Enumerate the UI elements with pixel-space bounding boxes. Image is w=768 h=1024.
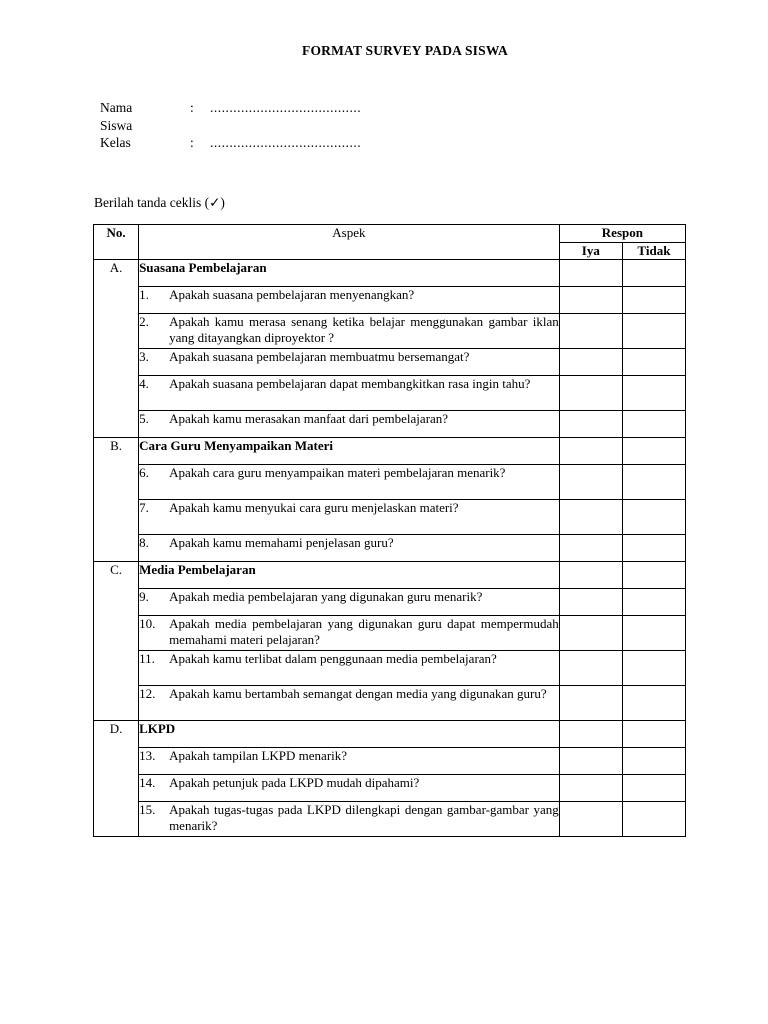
question-number: 11. <box>139 651 155 666</box>
field-kelas <box>100 134 361 152</box>
question-number: 3. <box>139 349 149 364</box>
student-info-fields <box>100 99 361 152</box>
question-row <box>94 651 686 686</box>
field-colon: : <box>190 135 194 150</box>
response-tidak-checkbox[interactable] <box>622 802 685 837</box>
question-number: 6. <box>139 465 149 480</box>
question-row <box>94 686 686 721</box>
question-row <box>94 535 686 562</box>
response-tidak-cell[interactable] <box>622 260 685 287</box>
field-colon: : <box>190 100 194 115</box>
question-row <box>94 314 686 349</box>
question-row <box>94 748 686 775</box>
question-row <box>94 411 686 438</box>
response-tidak-checkbox[interactable] <box>622 686 685 721</box>
question-row <box>94 775 686 802</box>
survey-table <box>93 224 686 837</box>
section-letter: B. <box>94 438 139 562</box>
question-text: Apakah media pembelajaran yang digunakan guru dapat mempermudah memahami materi pelajaran? <box>169 616 559 647</box>
response-tidak-checkbox[interactable] <box>622 535 685 562</box>
response-tidak-checkbox[interactable] <box>622 287 685 314</box>
question-row <box>94 589 686 616</box>
response-iya-checkbox[interactable] <box>559 314 622 349</box>
question-text: Apakah kamu bertambah semangat dengan media yang digunakan guru? <box>169 686 547 701</box>
field-blank-line[interactable]: ....................................... <box>210 135 362 150</box>
question-number: 12. <box>139 686 156 701</box>
question-cell <box>139 686 560 721</box>
response-iya-checkbox[interactable] <box>559 616 622 651</box>
response-iya-checkbox[interactable] <box>559 349 622 376</box>
question-text: Apakah suasana pembelajaran menyenangkan? <box>169 287 415 302</box>
section-title: Cara Guru Menyampaikan Materi <box>139 438 560 465</box>
response-tidak-checkbox[interactable] <box>622 500 685 535</box>
question-number: 13. <box>139 748 156 763</box>
response-tidak-checkbox[interactable] <box>622 314 685 349</box>
question-number: 4. <box>139 376 149 391</box>
field-label: Nama <box>100 100 133 115</box>
section-row <box>94 260 686 287</box>
question-cell <box>139 775 560 802</box>
field-nama <box>100 99 361 117</box>
field-label: Kelas <box>100 135 131 150</box>
response-tidak-checkbox[interactable] <box>622 411 685 438</box>
response-tidak-checkbox[interactable] <box>622 589 685 616</box>
response-iya-checkbox[interactable] <box>559 686 622 721</box>
response-iya-cell[interactable] <box>559 562 622 589</box>
response-tidak-checkbox[interactable] <box>622 651 685 686</box>
question-cell <box>139 535 560 562</box>
response-tidak-checkbox[interactable] <box>622 748 685 775</box>
survey-body <box>94 260 686 837</box>
question-text: Apakah kamu merasakan manfaat dari pembelajaran? <box>169 411 449 426</box>
header-respon: Respon <box>559 225 685 243</box>
question-number: 10. <box>139 616 156 631</box>
question-number: 15. <box>139 802 156 817</box>
section-title: Media Pembelajaran <box>139 562 560 589</box>
question-text: Apakah suasana pembelajaran dapat membangkitkan rasa ingin tahu? <box>169 376 531 391</box>
question-text: Apakah tampilan LKPD menarik? <box>169 748 348 763</box>
question-text: Apakah kamu menyukai cara guru menjelaskan materi? <box>169 500 459 515</box>
question-text: Apakah tugas-tugas pada LKPD dilengkapi dengan gambar-gambar yang menarik? <box>169 802 559 833</box>
header-iya: Iya <box>559 243 622 260</box>
question-cell <box>139 802 560 837</box>
section-letter: D. <box>94 721 139 837</box>
section-title: Suasana Pembelajaran <box>139 260 560 287</box>
question-cell <box>139 349 560 376</box>
question-text: Apakah petunjuk pada LKPD mudah dipahami? <box>169 775 420 790</box>
response-iya-checkbox[interactable] <box>559 411 622 438</box>
question-cell <box>139 287 560 314</box>
question-cell <box>139 376 560 411</box>
response-tidak-checkbox[interactable] <box>622 465 685 500</box>
question-text: Apakah media pembelajaran yang digunakan guru menarik? <box>169 589 483 604</box>
question-text: Apakah kamu memahami penjelasan guru? <box>169 535 394 550</box>
section-row <box>94 562 686 589</box>
question-number: 14. <box>139 775 156 790</box>
question-row <box>94 465 686 500</box>
question-cell <box>139 411 560 438</box>
question-text: Apakah cara guru menyampaikan materi pembelajaran menarik? <box>169 465 506 480</box>
question-row <box>94 802 686 837</box>
question-row <box>94 500 686 535</box>
response-tidak-checkbox[interactable] <box>622 376 685 411</box>
question-cell <box>139 465 560 500</box>
response-iya-checkbox[interactable] <box>559 589 622 616</box>
response-iya-cell[interactable] <box>559 721 622 748</box>
question-cell <box>139 616 560 651</box>
header-aspek: Aspek <box>139 225 560 260</box>
response-iya-checkbox[interactable] <box>559 465 622 500</box>
response-tidak-cell[interactable] <box>622 721 685 748</box>
response-tidak-checkbox[interactable] <box>622 616 685 651</box>
question-cell <box>139 314 560 349</box>
response-iya-checkbox[interactable] <box>559 500 622 535</box>
field-colon <box>190 117 210 135</box>
question-number: 2. <box>139 314 149 329</box>
response-iya-cell[interactable] <box>559 438 622 465</box>
question-number: 9. <box>139 589 149 604</box>
response-iya-checkbox[interactable] <box>559 748 622 775</box>
question-text: Apakah kamu terlibat dalam penggunaan media pembelajaran? <box>169 651 497 666</box>
response-tidak-checkbox[interactable] <box>622 349 685 376</box>
field-label: Siswa <box>100 117 133 133</box>
question-row <box>94 376 686 411</box>
response-iya-checkbox[interactable] <box>559 802 622 837</box>
section-row <box>94 721 686 748</box>
question-text: Apakah suasana pembelajaran membuatmu bersemangat? <box>169 349 470 364</box>
instruction-text: Berilah tanda ceklis (✓) <box>94 195 225 210</box>
response-iya-checkbox[interactable] <box>559 287 622 314</box>
question-cell <box>139 500 560 535</box>
response-iya-checkbox[interactable] <box>559 376 622 411</box>
page-title: FORMAT SURVEY PADA SISWA <box>302 43 508 58</box>
question-row <box>94 287 686 314</box>
field-blank-line[interactable]: ....................................... <box>210 100 362 115</box>
header-no: No. <box>94 225 139 260</box>
question-row <box>94 616 686 651</box>
response-iya-checkbox[interactable] <box>559 775 622 802</box>
section-row <box>94 438 686 465</box>
section-title: LKPD <box>139 721 560 748</box>
response-tidak-cell[interactable] <box>622 438 685 465</box>
question-cell <box>139 748 560 775</box>
section-letter: C. <box>94 562 139 721</box>
header-tidak: Tidak <box>622 243 685 260</box>
section-letter: A. <box>94 260 139 438</box>
question-number: 5. <box>139 411 149 426</box>
question-number: 7. <box>139 500 149 515</box>
field-siswa <box>100 117 361 135</box>
question-number: 8. <box>139 535 149 550</box>
response-tidak-cell[interactable] <box>622 562 685 589</box>
response-tidak-checkbox[interactable] <box>622 775 685 802</box>
question-number: 1. <box>139 287 149 302</box>
response-iya-cell[interactable] <box>559 260 622 287</box>
question-row <box>94 349 686 376</box>
response-iya-checkbox[interactable] <box>559 651 622 686</box>
question-cell <box>139 651 560 686</box>
question-text: Apakah kamu merasa senang ketika belajar menggunakan gambar iklan yang ditayangkan diproyektor ? <box>169 314 559 345</box>
question-cell <box>139 589 560 616</box>
response-iya-checkbox[interactable] <box>559 535 622 562</box>
